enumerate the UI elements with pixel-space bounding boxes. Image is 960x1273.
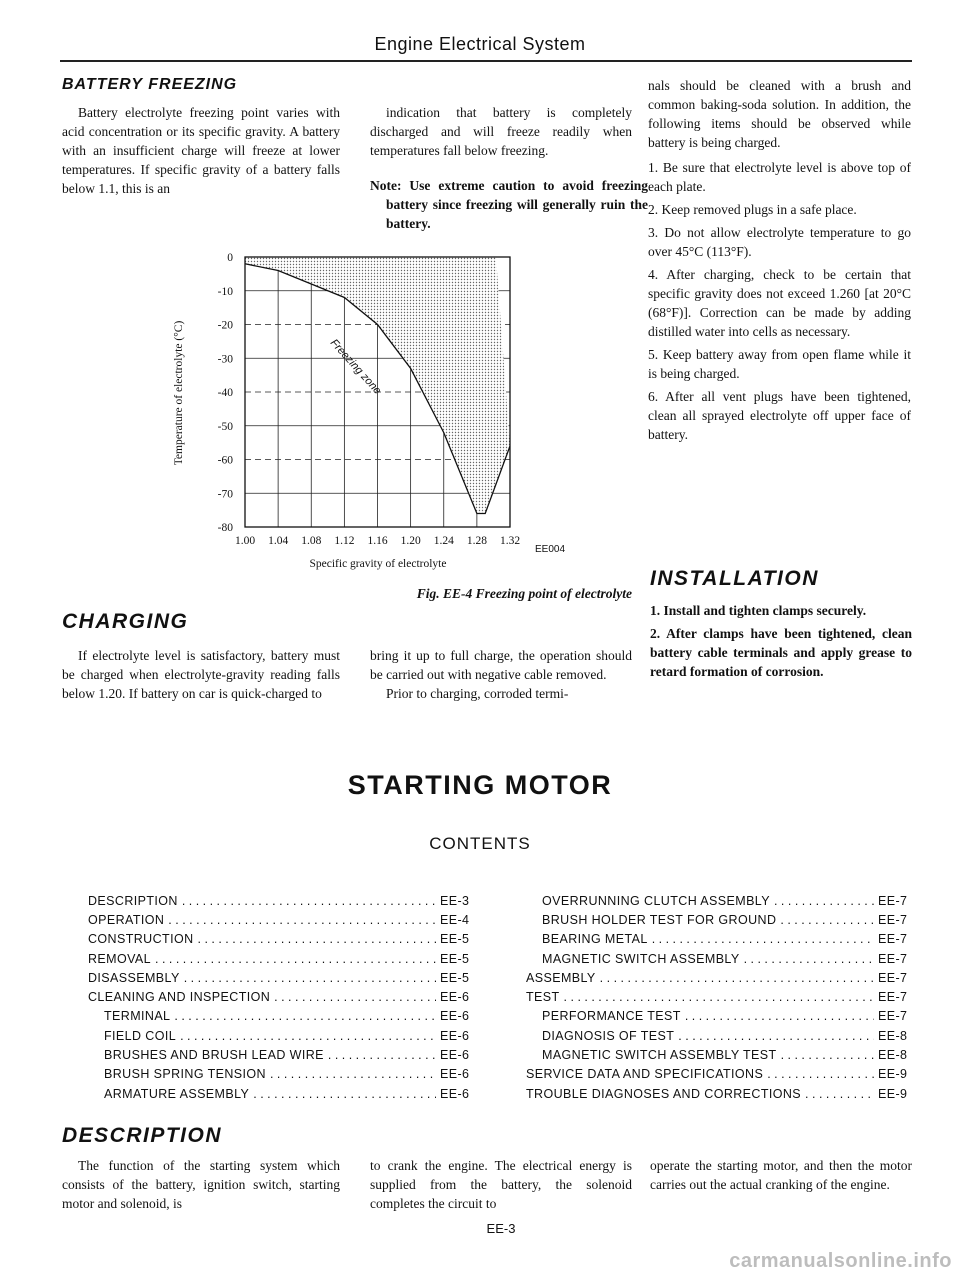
toc-entry-label: OPERATION bbox=[88, 912, 165, 927]
battery-freezing-heading: BATTERY FREEZING bbox=[62, 76, 238, 93]
toc-entry-label: DIAGNOSIS OF TEST bbox=[542, 1028, 675, 1043]
right-list-item-1: 1. Be sure that electrolyte level is above top of each plate. bbox=[648, 160, 911, 194]
toc-leader-dots bbox=[180, 1029, 436, 1043]
y-tick-label: -20 bbox=[217, 319, 233, 332]
toc-leader-dots bbox=[564, 990, 874, 1004]
starting-motor-title: STARTING MOTOR bbox=[347, 770, 613, 800]
toc-left-row bbox=[88, 968, 480, 987]
toc-leader-dots bbox=[744, 952, 874, 966]
toc-leader-dots bbox=[685, 1009, 874, 1023]
right-list-item-6: 6. After all vent plugs have been tightened, clean all sprayed electrolyte off upper face of battery. bbox=[648, 389, 911, 442]
toc-leader-dots bbox=[168, 913, 436, 927]
y-tick-label: 0 bbox=[227, 252, 233, 264]
toc-entry-page: EE-8 bbox=[878, 1028, 908, 1043]
toc-right-row bbox=[526, 1084, 918, 1103]
x-axis-ticks bbox=[235, 535, 520, 547]
toc-leader-dots bbox=[184, 971, 436, 985]
header-rule bbox=[60, 60, 912, 62]
installation-list bbox=[650, 601, 912, 685]
toc-left-row bbox=[88, 1026, 480, 1045]
toc-entry-page: EE-5 bbox=[440, 932, 470, 947]
toc-entry-page: EE-6 bbox=[440, 1048, 470, 1063]
toc-entry-label: ASSEMBLY bbox=[526, 970, 596, 985]
description-para2: to crank the engine. The electrical energy is supplied from the battery, the solenoid completes the circuit to bbox=[370, 1158, 632, 1211]
toc-left-row bbox=[88, 1065, 480, 1084]
right-list-item-3: 3. Do not allow electrolyte temperature to go over 45°C (113°F). bbox=[648, 225, 911, 259]
toc-entry-label: ARMATURE ASSEMBLY bbox=[104, 1086, 250, 1101]
toc-entry-page: EE-7 bbox=[878, 1009, 908, 1024]
toc-entry-label: BRUSH HOLDER TEST FOR GROUND bbox=[542, 912, 777, 927]
toc-right-row bbox=[526, 1065, 918, 1084]
toc-entry-page: EE-6 bbox=[440, 990, 470, 1005]
toc-left-row bbox=[88, 1007, 480, 1026]
toc-left-row bbox=[88, 910, 480, 929]
y-axis-ticks bbox=[218, 252, 234, 534]
installation-heading: INSTALLATION bbox=[650, 567, 819, 590]
toc-entry-label: TROUBLE DIAGNOSES AND CORRECTIONS bbox=[526, 1086, 802, 1101]
toc-entry-page: EE-7 bbox=[878, 893, 908, 908]
toc-leader-dots bbox=[780, 913, 874, 927]
toc-left-row bbox=[88, 930, 480, 949]
toc-entry-page: EE-7 bbox=[878, 932, 908, 947]
toc-entry-label: PERFORMANCE TEST bbox=[542, 1009, 681, 1024]
freezing-point-chart bbox=[160, 245, 630, 585]
toc-entry-page: EE-5 bbox=[440, 951, 470, 966]
toc-entry-page: EE-5 bbox=[440, 970, 470, 985]
toc-entry-page: EE-7 bbox=[878, 990, 908, 1005]
toc-entry-page: EE-6 bbox=[440, 1028, 470, 1043]
toc-leader-dots bbox=[182, 894, 436, 908]
installation-item-1: 1. Install and tighten clamps securely. bbox=[650, 603, 867, 618]
toc-leader-dots bbox=[270, 1067, 436, 1081]
charging-para1: If electrolyte level is satisfactory, battery must be charged when electrolyte-gravity reading falls below 1.20. If battery on car is quick-charged to bbox=[62, 648, 340, 701]
x-tick-label: 1.28 bbox=[466, 535, 487, 547]
toc-entry-label: BRUSH SPRING TENSION bbox=[104, 1067, 266, 1082]
x-tick-label: 1.24 bbox=[433, 535, 454, 547]
toc-entry-label: OVERRUNNING CLUTCH ASSEMBLY bbox=[542, 893, 770, 908]
page-header-title: Engine Electrical System bbox=[374, 34, 586, 54]
toc-right-row bbox=[526, 1007, 918, 1026]
toc-leader-dots bbox=[155, 952, 436, 966]
x-tick-label: 1.08 bbox=[301, 535, 322, 547]
toc-leader-dots bbox=[328, 1048, 436, 1062]
toc-leader-dots bbox=[781, 1048, 874, 1062]
toc-left-row bbox=[88, 949, 480, 968]
toc-leader-dots bbox=[198, 932, 437, 946]
toc-entry-page: EE-6 bbox=[440, 1086, 470, 1101]
toc-left-row bbox=[88, 987, 480, 1006]
x-tick-label: 1.04 bbox=[268, 535, 289, 547]
description-para1: The function of the starting system which consists of the battery, ignition switch, starting motor and solenoid, is bbox=[62, 1158, 340, 1211]
toc-entry-label: BEARING METAL bbox=[542, 932, 648, 947]
toc-entry-label: BRUSHES AND BRUSH LEAD WIRE bbox=[104, 1048, 324, 1063]
toc-right-row bbox=[526, 930, 918, 949]
toc-entry-page: EE-6 bbox=[440, 1067, 470, 1082]
toc-leader-dots bbox=[600, 971, 874, 985]
toc-right-row bbox=[526, 891, 918, 910]
y-tick-label: -40 bbox=[217, 387, 233, 399]
toc-entry-page: EE-7 bbox=[878, 951, 908, 966]
contents-title: CONTENTS bbox=[429, 834, 531, 853]
toc-left-column bbox=[88, 891, 480, 1103]
toc-entry-label: MAGNETIC SWITCH ASSEMBLY TEST bbox=[542, 1048, 777, 1063]
toc-entry-label: TEST bbox=[526, 990, 560, 1005]
toc-leader-dots bbox=[805, 1087, 874, 1101]
charging-para3: Prior to charging, corroded termi- bbox=[386, 686, 569, 701]
figure-caption: Fig. EE-4 Freezing point of electrolyte bbox=[416, 586, 632, 601]
toc-right-row bbox=[526, 949, 918, 968]
toc-right-row bbox=[526, 1026, 918, 1045]
toc-entry-label: CONSTRUCTION bbox=[88, 932, 194, 947]
toc-leader-dots bbox=[652, 932, 874, 946]
toc-entry-page: EE-3 bbox=[440, 893, 470, 908]
y-tick-label: -80 bbox=[217, 522, 233, 534]
right-list-item-4: 4. After charging, check to be certain that specific gravity does not exceed 1.260 [at 20°C (68°F)]. Correction can be made by adding distilled water into cells as necessary. bbox=[648, 267, 911, 339]
y-tick-label: -70 bbox=[217, 488, 233, 501]
watermark-text: carmanualsonline.info bbox=[729, 1250, 952, 1272]
toc-entry-page: EE-9 bbox=[878, 1067, 908, 1082]
toc-left-row bbox=[88, 1084, 480, 1103]
toc-entry-page: EE-4 bbox=[440, 912, 470, 927]
toc-leader-dots bbox=[174, 1009, 436, 1023]
x-tick-label: 1.00 bbox=[234, 535, 256, 547]
x-axis-label: Specific gravity of electrolyte bbox=[309, 558, 447, 570]
toc-entry-label: DISASSEMBLY bbox=[88, 970, 180, 985]
y-tick-label: -10 bbox=[217, 285, 233, 298]
right-column-intro: nals should be cleaned with a brush and common baking-soda solution. In addition, the following items should be observed while battery is being charged. bbox=[648, 78, 911, 150]
toc-entry-label: DESCRIPTION bbox=[88, 893, 178, 908]
description-heading: DESCRIPTION bbox=[62, 1124, 223, 1147]
battery-freezing-para1: Battery electrolyte freezing point varies with acid concentration or its specific gravity. A battery with an insufficient charge will freeze at lower temperatures. If specific gravity of a battery falls below 1.1, this is an bbox=[62, 105, 340, 196]
x-tick-label: 1.32 bbox=[499, 535, 521, 547]
toc-left-row bbox=[88, 891, 480, 910]
toc-entry-page: EE-7 bbox=[878, 912, 908, 927]
y-axis-label: Temperature of electrolyte (°C) bbox=[173, 320, 185, 466]
description-para3: operate the starting motor, and then the motor carries out the actual cranking of the engine. bbox=[650, 1158, 912, 1192]
toc-leader-dots bbox=[767, 1067, 874, 1081]
toc-entry-page: EE-8 bbox=[878, 1048, 908, 1063]
toc-right-column bbox=[526, 891, 918, 1103]
toc-right-row bbox=[526, 968, 918, 987]
toc-leader-dots bbox=[274, 990, 436, 1004]
right-list-item-5: 5. Keep battery away from open flame while it is being charged. bbox=[648, 347, 911, 381]
charging-para2: bring it up to full charge, the operation should be carried out with negative cable removed. bbox=[370, 648, 632, 682]
y-tick-label: -30 bbox=[217, 353, 233, 366]
toc-right-row bbox=[526, 1045, 918, 1064]
toc-entry-label: SERVICE DATA AND SPECIFICATIONS bbox=[526, 1067, 764, 1082]
right-list-item-2: 2. Keep removed plugs in a safe place. bbox=[648, 202, 857, 217]
toc-entry-label: CLEANING AND INSPECTION bbox=[88, 990, 271, 1005]
toc-entry-page: EE-6 bbox=[440, 1009, 470, 1024]
charging-heading: CHARGING bbox=[62, 610, 189, 633]
battery-freezing-note: Note: Use extreme caution to avoid freezing battery since freezing will generally ruin the battery. bbox=[370, 178, 648, 231]
toc-entry-page: EE-7 bbox=[878, 970, 908, 985]
toc-leader-dots bbox=[253, 1087, 436, 1101]
installation-item-2: 2. After clamps have been tightened, clean battery cable terminals and apply grease to retard formation of corrosion. bbox=[650, 626, 912, 679]
y-tick-label: -60 bbox=[217, 454, 233, 467]
toc-right-row bbox=[526, 910, 918, 929]
toc-entry-page: EE-9 bbox=[878, 1086, 908, 1101]
page-number: EE-3 bbox=[486, 1221, 516, 1236]
toc-leader-dots bbox=[678, 1029, 874, 1043]
x-tick-label: 1.16 bbox=[367, 535, 388, 547]
toc-leader-dots bbox=[774, 894, 874, 908]
x-tick-label: 1.20 bbox=[400, 535, 421, 547]
toc-entry-label: REMOVAL bbox=[88, 951, 151, 966]
y-tick-label: -50 bbox=[217, 420, 233, 433]
right-column bbox=[648, 76, 911, 448]
figure-code: EE004 bbox=[535, 544, 566, 555]
battery-freezing-para2: indication that battery is completely discharged and will freeze readily when temperatures fall below freezing. bbox=[370, 105, 632, 158]
toc-entry-label: MAGNETIC SWITCH ASSEMBLY bbox=[542, 951, 740, 966]
freezing-zone-label: Freezing zone bbox=[327, 336, 384, 397]
toc-right-row bbox=[526, 987, 918, 1006]
toc-entry-label: FIELD COIL bbox=[104, 1028, 177, 1043]
x-tick-label: 1.12 bbox=[334, 535, 355, 547]
toc-entry-label: TERMINAL bbox=[104, 1009, 171, 1024]
toc-left-row bbox=[88, 1045, 480, 1064]
